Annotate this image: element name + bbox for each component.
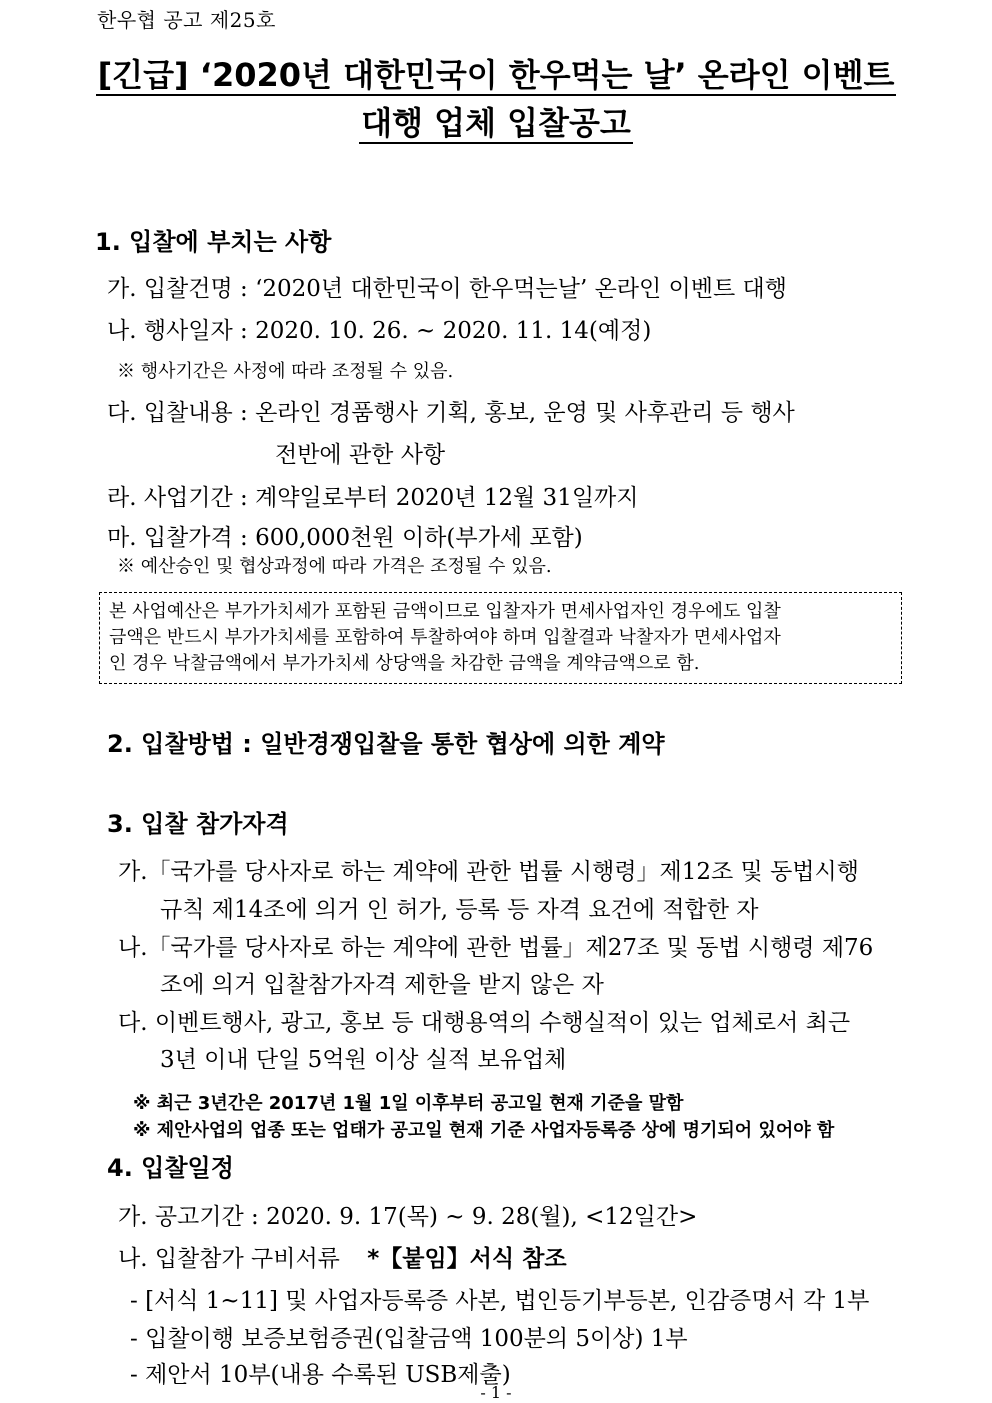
section-1-note-1: ※ 행사기간은 사정에 따라 조정될 수 있음. — [117, 361, 454, 382]
section-3-heading: 3. 입찰 참가자격 — [107, 810, 289, 838]
section-3-item-na-cont: 조에 의거 입찰참가자격 제한을 받지 않은 자 — [160, 972, 604, 998]
document-title-line2: 대행 업체 입찰공고 — [361, 104, 631, 142]
section-1-item-da-cont: 전반에 관한 사항 — [275, 442, 446, 468]
section-3-item-da: 다. 이벤트행사, 광고, 홍보 등 대행용역의 수행실적이 있는 업체로서 최근 — [118, 1010, 851, 1036]
section-1-heading: 1. 입찰에 부치는 사항 — [95, 228, 332, 256]
section-1-item-ga: 가. 입찰건명 : ‘2020년 대한민국이 한우먹는날’ 온라인 이벤트 대행 — [107, 276, 787, 302]
notice-number: 한우협 공고 제25호 — [97, 8, 276, 32]
section-4-item-na — [118, 1240, 567, 1273]
section-1-item-ra: 라. 사업기간 : 계약일로부터 2020년 12월 31일까지 — [107, 485, 639, 511]
section-3-note-2: ※ 제안사업의 업종 또는 업태가 공고일 현재 기준 사업자등록증 상에 명기되어 있어야 함 — [133, 1120, 835, 1141]
section-4-heading: 4. 입찰일정 — [107, 1154, 234, 1182]
section-3-note-1: ※ 최근 3년간은 2017년 1월 1일 이후부터 공고일 현재 기준을 말함 — [133, 1093, 684, 1114]
section-3-item-na: 나.「국가를 당사자로 하는 계약에 관한 법률」제27조 및 동법 시행령 제76 — [118, 935, 874, 961]
section-3-item-ga-cont: 규칙 제14조에 의거 인 허가, 등록 등 자격 요건에 적합한 자 — [160, 897, 759, 923]
attachment-reference: *【붙임】서식 참조 — [367, 1246, 567, 1272]
document-list-item: - [서식 1~11] 및 사업자등록증 사본, 법인등기부등본, 인감증명서 각 1부 — [130, 1288, 870, 1314]
document-list-item: - 입찰이행 보증보험증권(입찰금액 100분의 5이상) 1부 — [130, 1326, 688, 1352]
section-2-heading: 2. 입찰방법 : 일반경쟁입찰을 통한 협상에 의한 계약 — [107, 730, 665, 758]
section-3-item-ga: 가.「국가를 당사자로 하는 계약에 관한 법률 시행령」제12조 및 동법시행 — [118, 859, 859, 885]
document-title-line1: [긴급] ‘2020년 대한민국이 한우먹는 날’ 온라인 이벤트 — [97, 56, 895, 94]
section-1-item-da: 다. 입찰내용 : 온라인 경품행사 기획, 홍보, 운영 및 사후관리 등 행사 — [107, 400, 795, 426]
section-3-item-da-cont: 3년 이내 단일 5억원 이상 실적 보유업체 — [160, 1047, 567, 1073]
section-4-item-ga: 가. 공고기간 : 2020. 9. 17(목) ~ 9. 28(월), <12일간> — [118, 1204, 698, 1230]
section-1-item-ma: 마. 입찰가격 : 600,000천원 이하(부가세 포함) — [107, 525, 583, 551]
vat-notice-box — [99, 592, 902, 684]
vat-notice-line: 본 사업예산은 부가가치세가 포함된 금액이므로 입찰자가 면세사업자인 경우에도 입찰 — [109, 601, 781, 622]
vat-notice-line: 금액은 반드시 부가가치세를 포함하여 투찰하여야 하며 입찰결과 낙찰자가 면세사업자 — [109, 627, 781, 648]
section-1-item-na: 나. 행사일자 : 2020. 10. 26. ~ 2020. 11. 14(예정) — [107, 318, 652, 344]
page-number: - 1 - — [480, 1383, 512, 1402]
vat-notice-line: 인 경우 낙찰금액에서 부가가치세 상당액을 차감한 금액을 계약금액으로 함. — [109, 653, 700, 674]
required-documents-label: 나. 입찰참가 구비서류 — [118, 1246, 340, 1272]
document-list-item: - 제안서 10부(내용 수록된 USB제출) — [130, 1362, 511, 1388]
section-1-note-2: ※ 예산승인 및 협상과정에 따라 가격은 조정될 수 있음. — [117, 556, 552, 577]
